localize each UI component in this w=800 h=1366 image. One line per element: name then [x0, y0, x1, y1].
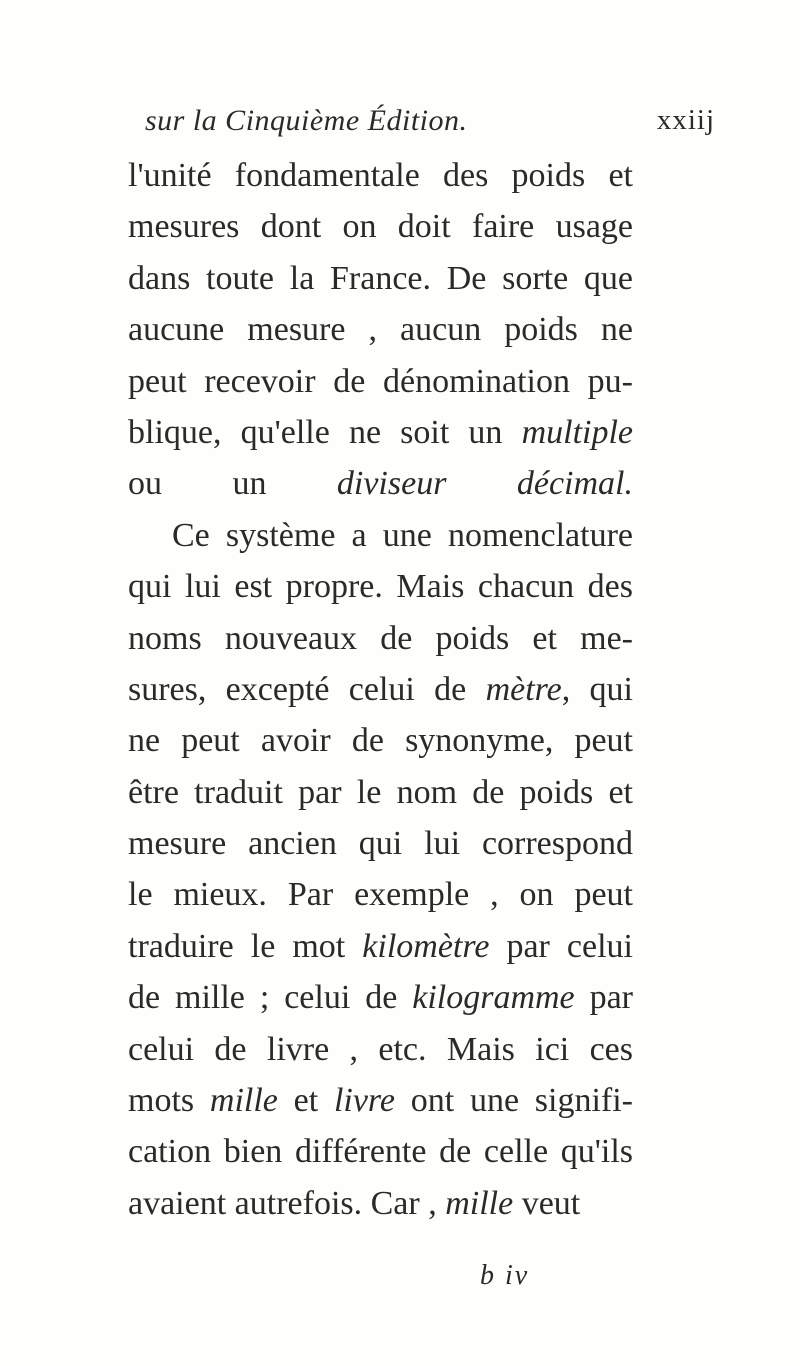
- text-line: [128, 458, 633, 509]
- signature-mark: b iv: [480, 1260, 530, 1291]
- text-line: [128, 356, 633, 407]
- text-line: [128, 818, 633, 869]
- text-segment: dans toute la France. De sorte que: [128, 259, 633, 297]
- italic-text: mille: [445, 1184, 514, 1222]
- text-line: [128, 510, 633, 561]
- text-line: [128, 664, 633, 715]
- text-segment: peut recevoir de dénomination pu-: [128, 362, 633, 400]
- text-line: [128, 1178, 633, 1229]
- text-segment: traduire le mot: [128, 927, 363, 965]
- text-segment: celui de livre , etc. Mais ici ces: [128, 1030, 633, 1068]
- text-segment: mesure ancien qui lui correspond: [128, 825, 633, 863]
- text-line: [128, 1024, 633, 1075]
- text-line: [128, 921, 633, 972]
- text-segment: veut: [513, 1184, 581, 1222]
- text-line: [128, 1126, 633, 1177]
- text-segment: de mille ; celui de: [128, 979, 413, 1017]
- text-segment: aucune mesure , aucun poids ne: [128, 311, 633, 349]
- text-segment: sures, excepté celui de: [128, 670, 486, 708]
- text-segment: ne peut avoir de synonyme, peut: [128, 722, 633, 760]
- text-segment: ou un: [128, 465, 337, 503]
- text-segment: cation bien différente de celle qu'ils: [128, 1133, 633, 1171]
- text-line: [128, 972, 633, 1023]
- page-number: xxiij: [656, 104, 715, 136]
- text-segment: avaient autrefois. Car ,: [128, 1184, 446, 1222]
- italic-text: livre: [333, 1082, 395, 1120]
- text-segment: Ce système a une nomenclature: [172, 516, 633, 554]
- text-line: [128, 201, 633, 252]
- italic-text: mètre: [485, 670, 562, 708]
- running-title: sur la Cinquième Édition.: [145, 104, 468, 137]
- text-line: [128, 150, 633, 201]
- text-segment: être traduit par le nom de poids et: [128, 773, 633, 811]
- text-line: [128, 561, 633, 612]
- italic-text: mille: [209, 1082, 278, 1120]
- italic-text: multiple: [521, 413, 633, 451]
- text-line: [128, 715, 633, 766]
- italic-text: diviseur décimal.: [336, 465, 633, 503]
- text-segment: qui lui est propre. Mais chacun des: [128, 568, 633, 606]
- text-line: [128, 767, 633, 818]
- running-head: [145, 104, 715, 146]
- text-segment: par celui: [489, 927, 633, 965]
- italic-text: kilomètre: [362, 927, 490, 965]
- text-segment: blique, qu'elle ne soit un: [128, 413, 522, 451]
- body-text: [128, 150, 633, 1229]
- text-segment: mesures dont on doit faire usage: [128, 208, 633, 246]
- text-line: [128, 407, 633, 458]
- text-line: [128, 1075, 633, 1126]
- text-segment: le mieux. Par exemple , on peut: [128, 876, 633, 914]
- italic-text: kilogramme: [412, 979, 575, 1017]
- text-segment: , qui: [561, 670, 633, 708]
- text-segment: par: [574, 979, 633, 1017]
- text-segment: l'unité fondamentale des poids et: [128, 157, 633, 194]
- text-segment: mots: [128, 1082, 210, 1120]
- text-segment: ont une signifi-: [394, 1082, 634, 1120]
- text-line: [128, 253, 633, 304]
- text-segment: et: [277, 1082, 334, 1120]
- text-line: [128, 613, 633, 664]
- text-line: [128, 869, 633, 920]
- text-segment: noms nouveaux de poids et me-: [128, 619, 633, 657]
- text-line: [128, 304, 633, 355]
